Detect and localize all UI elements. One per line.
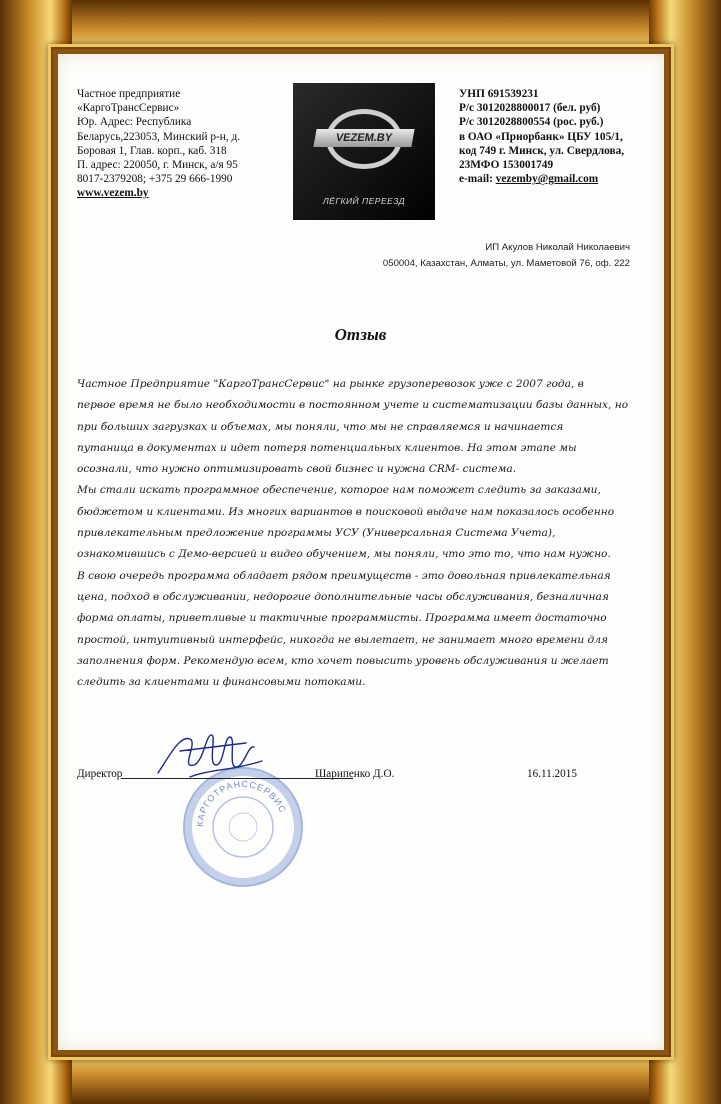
bank-line: Р/с 3012028800017 (бел. руб): [459, 102, 601, 115]
company-line: «КаргоТрансСервис»: [77, 102, 180, 115]
bank-details: [459, 87, 639, 186]
email-label: e-mail:: [459, 173, 496, 186]
handwritten-signature: [150, 725, 270, 785]
bank-line: Р/с 3012028800554 (рос. руб.): [459, 116, 604, 129]
signer-role: Директор: [77, 768, 123, 780]
bank-line: код 749 г. Минск, ул. Свердлова,: [459, 144, 625, 157]
signer-name: Шарипенко Д.О.: [315, 768, 395, 780]
company-line: Юр. Адрес: Республика: [77, 116, 192, 129]
email-link[interactable]: vezemby@gmail.com: [495, 173, 599, 186]
letter-body: [77, 374, 647, 693]
letter-date: 16.11.2015: [527, 768, 577, 780]
bank-line: в ОАО «Приорбанк» ЦБУ 105/1,: [459, 130, 623, 143]
body-line: следить за клиентами и финансовыми потоками.: [77, 676, 366, 689]
logo-slogan: ЛЁГКИЙ ПЕРЕЕЗД: [322, 196, 406, 206]
body-line: Частное Предприятие "КаргоТрансСервис" на рынке грузоперевозок уже с 2007 года, в: [77, 378, 584, 390]
body-line: осознали, что нужно оптимизировать свой бизнес и нужна CRM- система.: [77, 463, 517, 476]
body-line: заполнения форм. Рекомендую всем, кто хочет повысить уровень обслуживания и желает: [77, 654, 609, 667]
body-line: Мы стали искать программное обеспечение, которое нам поможет следить за заказами,: [77, 484, 601, 497]
company-line: П. адрес: 220050, г. Минск, а/я 95: [77, 159, 238, 172]
body-line: простой, интуитивный интерфейс, никогда не вылетает, не занимает много времени для: [77, 633, 609, 646]
company-line: Беларусь,223053, Минский р-н, д.: [77, 130, 241, 143]
stamp-seal-icon: [185, 769, 301, 885]
body-line: первое время не было необходимости в постоянном учете и систематизации базы данных, но: [77, 399, 629, 412]
bank-line: 23МФО 153001749: [459, 159, 554, 172]
svg-text:КАРГОТРАНССЕРВИС: [195, 779, 288, 827]
body-line: цена, подход в обслуживании, недорогие дополнительные часы обслуживания, безналичная: [77, 590, 609, 603]
company-line: Частное предприятие: [77, 88, 181, 100]
body-line: форма оплаты, приветливые и тактичные программисты. Программа имеет достаточно: [77, 612, 607, 625]
body-line: путаница в документах и идет потеря потенциальных клиентов. На этом этапе мы: [77, 441, 577, 454]
body-line: бюджетом и клиентами. Из многих вариантов в поисковой выдаче нам показалось особенно: [77, 505, 615, 518]
recipient-block: [383, 240, 630, 272]
company-details: [77, 87, 287, 201]
company-website-link[interactable]: www.vezem.by: [77, 187, 149, 200]
bank-line: УНП 691539231: [459, 88, 539, 100]
body-line: ознакомившись с Демо-версией и видео обучением, мы поняли, что это то, что нам нужно.: [77, 548, 611, 561]
body-line: привлекательным предложение программы УСУ (Универсальная Система Учета),: [77, 527, 556, 540]
company-line: Боровая 1, Глав. корп., каб. 318: [77, 144, 227, 157]
recipient-address: 050004, Казахстан, Алматы, ул. Маметовой 76, оф. 222: [382, 258, 630, 269]
company-logo: [293, 83, 435, 220]
recipient-name: ИП Акулов Николай Николаевич: [485, 242, 630, 253]
logo-brand: VEZEM.BY: [313, 129, 414, 147]
company-line: 8017-2379208; +375 29 666-1990: [77, 173, 233, 186]
email-line: [459, 172, 639, 186]
body-line: при больших загрузках и объемах, мы поняли, что мы не справляемся и начинается: [77, 420, 564, 433]
body-line: В свою очередь программа обладает рядом преимуществ - это довольная привлекательная: [77, 569, 611, 582]
letter-title: Отзыв: [334, 325, 387, 344]
stamp-text: КАРГОТРАНССЕРВИС: [194, 778, 289, 828]
